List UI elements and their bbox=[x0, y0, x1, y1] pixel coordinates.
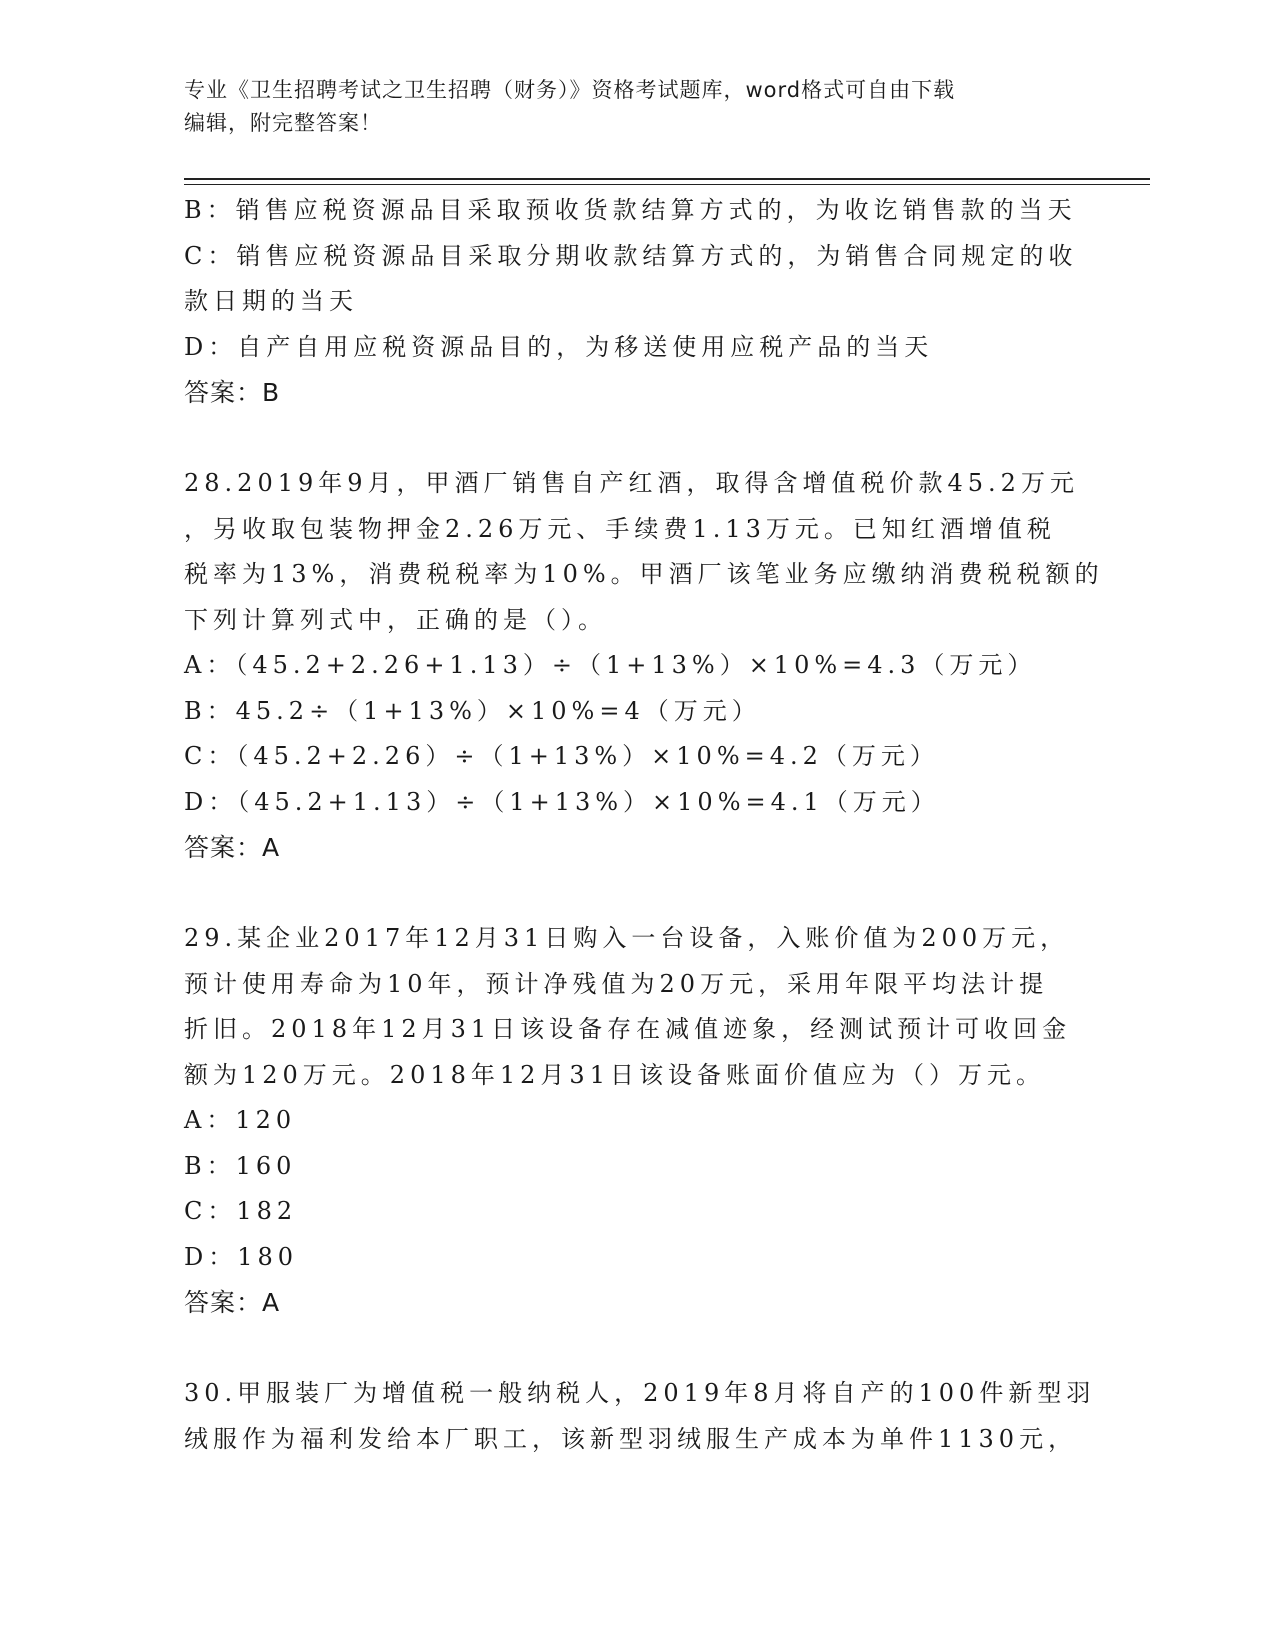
question-stem: 预计使用寿命为10年，预计净残值为20万元，采用年限平均法计提 bbox=[184, 969, 1049, 998]
document-header bbox=[184, 74, 1064, 140]
spacer bbox=[184, 871, 1084, 917]
question-stem: 绒服作为福利发给本厂职工，该新型羽绒服生产成本为单件1130元， bbox=[184, 1424, 1078, 1453]
option-d: D：180 bbox=[184, 1242, 299, 1271]
option-a: A：120 bbox=[184, 1106, 297, 1134]
option-c-continued: 款日期的当天 bbox=[184, 287, 358, 315]
question-list bbox=[184, 188, 1104, 1462]
header-rule-thick bbox=[184, 178, 1150, 180]
question-28 bbox=[184, 461, 1104, 871]
spacer bbox=[184, 416, 1084, 462]
question-27 bbox=[184, 188, 1084, 416]
answer: 答案：A bbox=[184, 833, 281, 862]
option-c: C：182 bbox=[184, 1197, 298, 1225]
question-stem: 额为120万元。2018年12月31日该设备账面价值应为（）万元。 bbox=[184, 1060, 1045, 1089]
answer: 答案：A bbox=[184, 1288, 281, 1317]
header-line-1: 专业《卫生招聘考试之卫生招聘（财务）》资格考试题库，word格式可自由下载 bbox=[184, 78, 956, 102]
option-c: C：销售应税资源品目采取分期收款结算方式的，为销售合同规定的收 bbox=[184, 241, 1078, 270]
answer: 答案：B bbox=[184, 378, 281, 407]
header-rule-thin bbox=[184, 184, 1150, 185]
option-c: C：（45.2+2.26）÷（1+13%）×10%=4.2（万元） bbox=[184, 742, 939, 770]
question-stem: ，另收取包装物押金2.26万元、手续费1.13万元。已知红酒增值税 bbox=[184, 514, 1056, 543]
option-d: D：自产自用应税资源品目的，为移送使用应税产品的当天 bbox=[184, 332, 934, 361]
option-b: B：160 bbox=[184, 1151, 297, 1180]
question-stem: 30.甲服装厂为增值税一般纳税人，2019年8月将自产的100件新型羽 bbox=[184, 1379, 1096, 1407]
option-b: B：销售应税资源品目采取预收货款结算方式的，为收讫销售款的当天 bbox=[184, 196, 1077, 224]
question-30 bbox=[184, 1371, 1096, 1462]
question-stem: 税率为13%，消费税税率为10%。甲酒厂该笔业务应缴纳消费税税额的 bbox=[184, 560, 1104, 588]
spacer bbox=[184, 1326, 1084, 1372]
question-stem: 28.2019年9月，甲酒厂销售自产红酒，取得含增值税价款45.2万元 bbox=[184, 469, 1079, 497]
option-d: D：（45.2+1.13）÷（1+13%）×10%=4.1（万元） bbox=[184, 787, 940, 816]
option-a: A：（45.2+2.26+1.13）÷（1+13%）×10%=4.3（万元） bbox=[184, 651, 1037, 679]
header-line-2: 编辑，附完整答案！ bbox=[184, 111, 382, 135]
question-stem: 下列计算列式中，正确的是（）。 bbox=[184, 605, 607, 634]
question-stem: 29.某企业2017年12月31日购入一台设备，入账价值为200万元， bbox=[184, 924, 1070, 952]
question-29 bbox=[184, 916, 1084, 1326]
question-stem: 折旧。2018年12月31日该设备存在减值迹象，经测试预计可收回金 bbox=[184, 1015, 1072, 1043]
option-b: B：45.2÷（1+13%）×10%=4（万元） bbox=[184, 696, 761, 725]
